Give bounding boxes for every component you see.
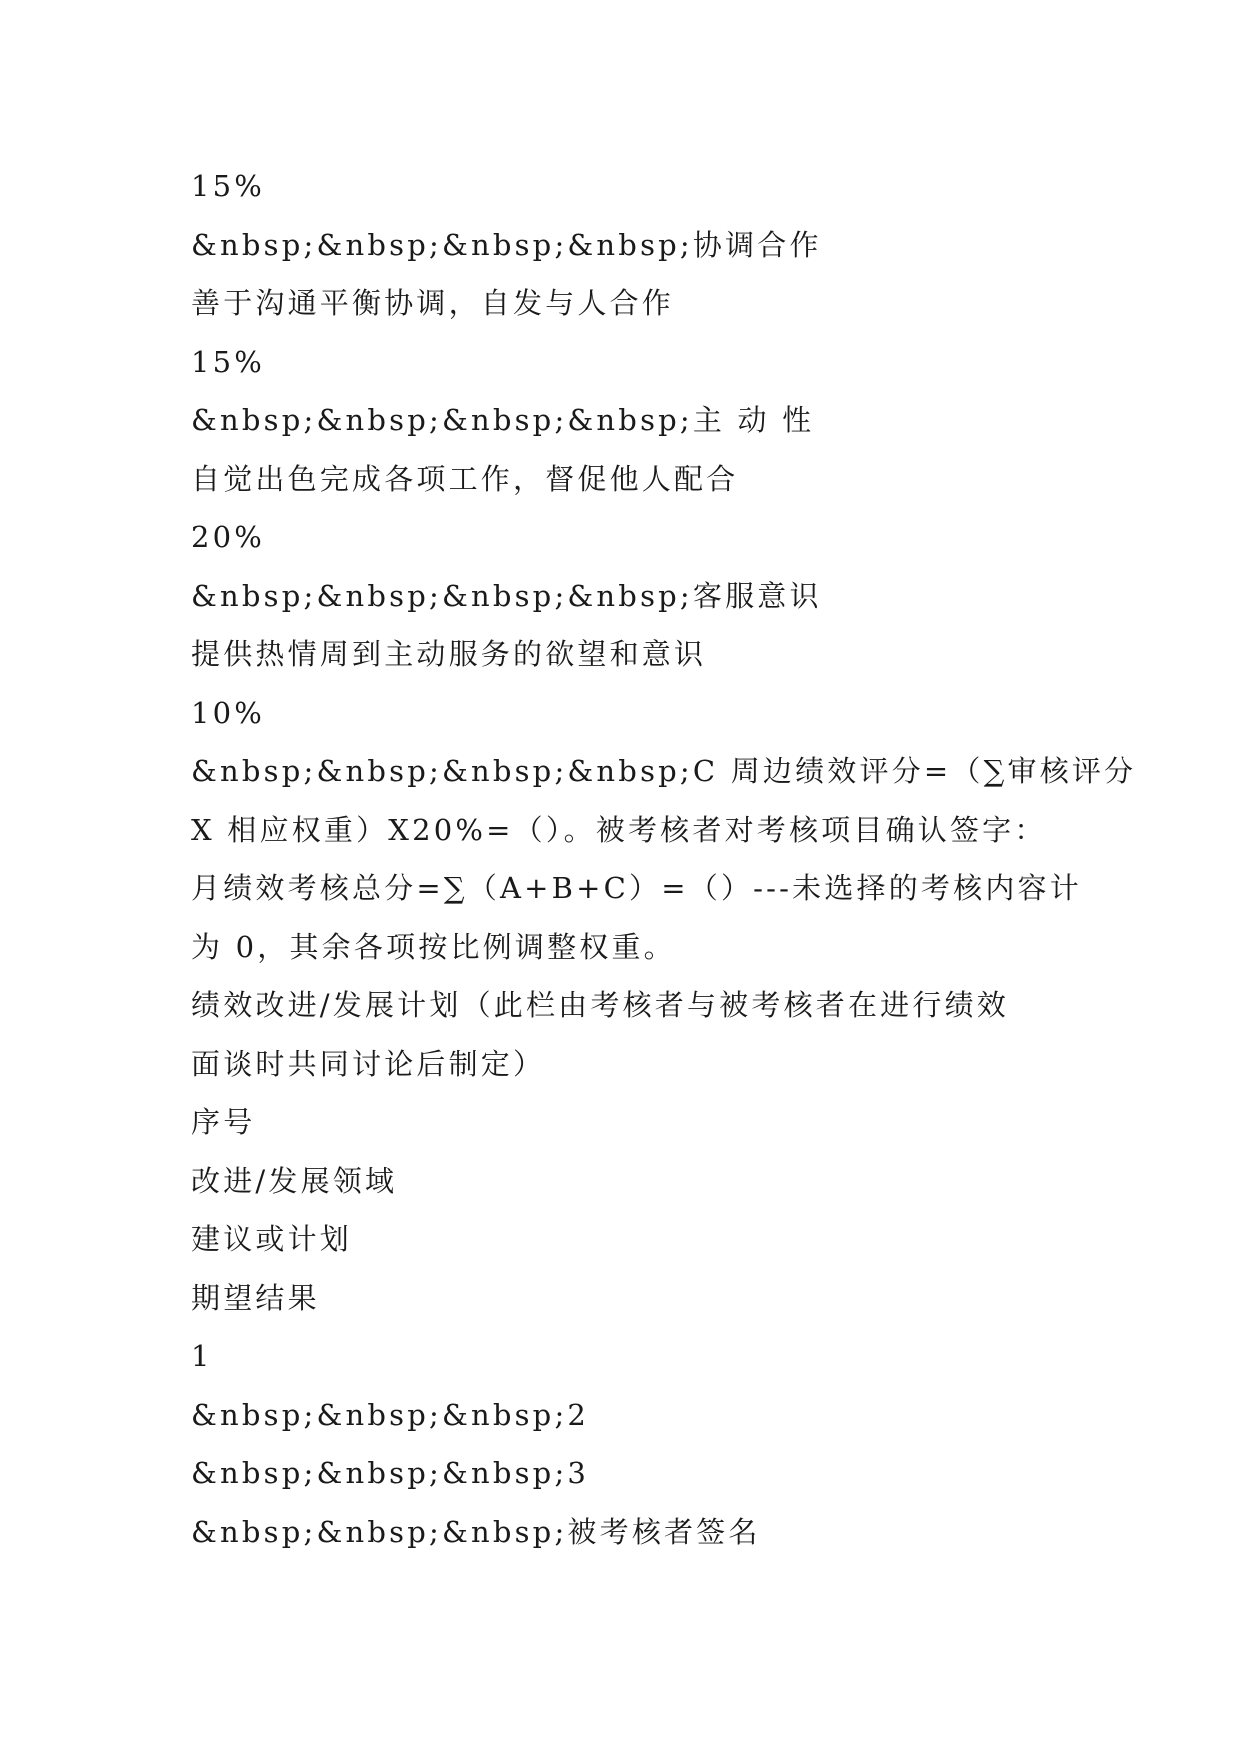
- text-line: 1: [191, 1339, 213, 1373]
- text-line: 自觉出色完成各项工作，督促他人配合: [191, 461, 739, 496]
- text-line: &nbsp;&nbsp;&nbsp;2: [191, 1397, 590, 1432]
- text-line: 建议或计划: [191, 1222, 353, 1256]
- text-line: &nbsp;&nbsp;&nbsp;被考核者签名: [191, 1514, 761, 1549]
- text-line: 善于沟通平衡协调，自发与人合作: [191, 286, 675, 320]
- text-line: 绩效改进/发展计划（此栏由考核者与被考核者在进行绩效: [191, 988, 1009, 1022]
- text-line: &nbsp;&nbsp;&nbsp;&nbsp;C 周边绩效评分=（∑审核评分: [191, 754, 1137, 788]
- text-line: &nbsp;&nbsp;&nbsp;&nbsp;协调合作: [191, 227, 822, 262]
- text-line: 序号: [191, 1105, 256, 1139]
- text-line: 15%: [191, 344, 266, 379]
- text-line: &nbsp;&nbsp;&nbsp;3: [191, 1456, 590, 1490]
- text-line: 期望结果: [191, 1280, 320, 1315]
- text-line: &nbsp;&nbsp;&nbsp;&nbsp;客服意识: [191, 578, 822, 613]
- text-line: 10%: [191, 695, 266, 730]
- text-line: 为 0，其余各项按比例调整权重。: [191, 929, 676, 964]
- text-line: 改进/发展领域: [191, 1163, 398, 1198]
- text-line: 15%: [191, 169, 266, 203]
- text-line: 20%: [191, 520, 266, 554]
- text-line: 月绩效考核总分=∑（A+B+C）=（）---未选择的考核内容计: [191, 871, 1082, 905]
- document-body: [191, 157, 1137, 1561]
- text-line: 提供热情周到主动服务的欲望和意识: [191, 637, 707, 671]
- text-line: X 相应权重）X20%=（）。被考核者对考核项目确认签字：: [191, 812, 1047, 847]
- text-line: 面谈时共同讨论后制定）: [191, 1046, 546, 1081]
- text-line: &nbsp;&nbsp;&nbsp;&nbsp;主 动 性: [191, 403, 815, 437]
